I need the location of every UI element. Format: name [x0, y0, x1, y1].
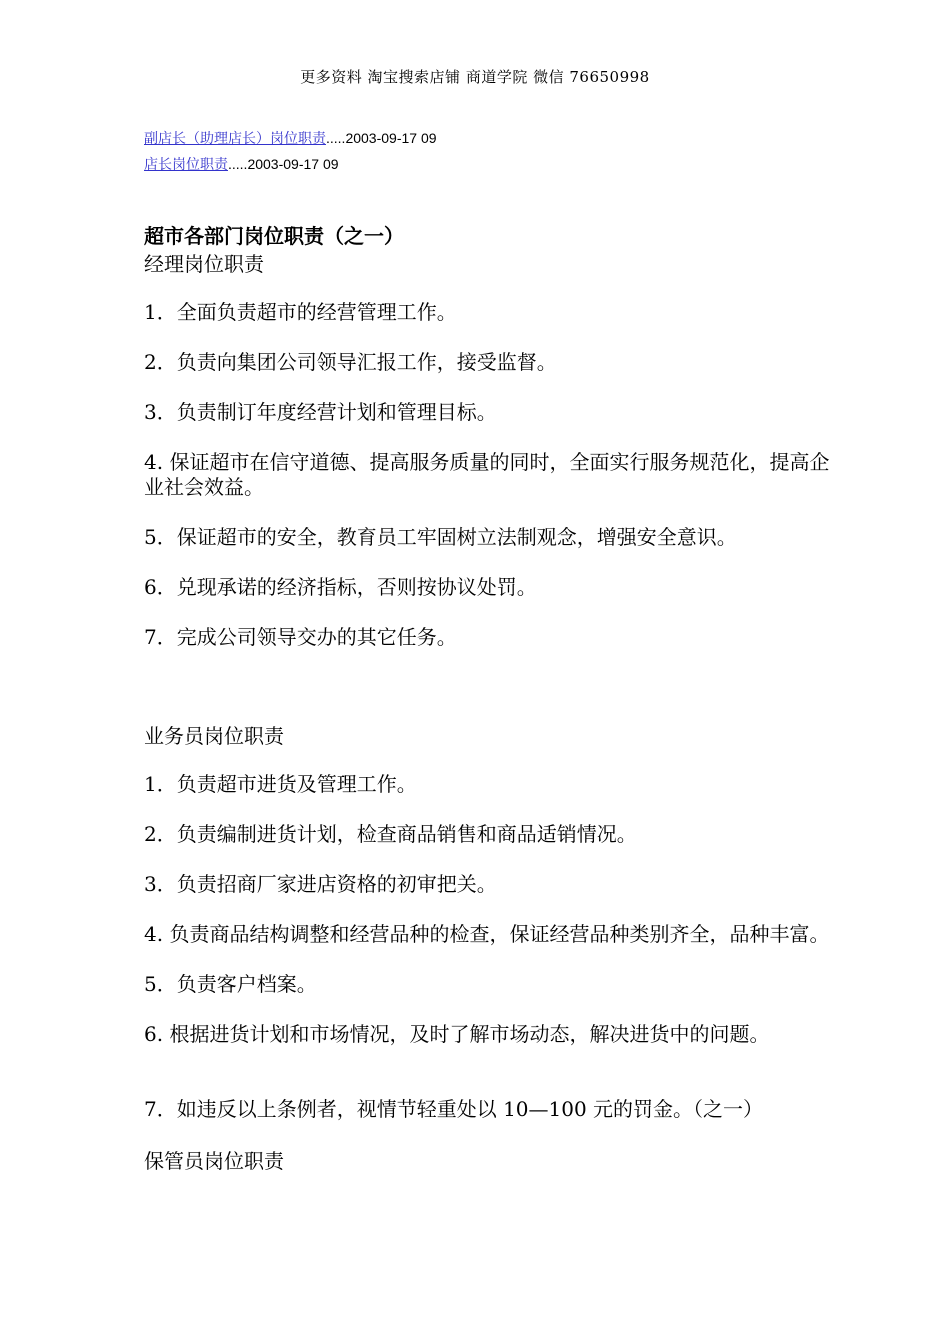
link-row: [144, 152, 437, 178]
list-item: 7．如违反以上条例者，视情节轻重处以 10—100 元的罚金。（之一）: [144, 1097, 764, 1121]
section-heading-keeper: 保管员岗位职责: [144, 1149, 284, 1173]
section-heading-salesperson: 业务员岗位职责: [144, 724, 284, 748]
page-header: 更多资料 淘宝搜索店铺 商道学院 微信 76650998: [300, 68, 650, 86]
list-item: 4. 负责商品结构调整和经营品种的检查，保证经营品种类别齐全，品种丰富。: [144, 922, 830, 946]
link-deputy-manager[interactable]: 副店长（助理店长）岗位职责: [144, 131, 326, 147]
link-date: .....2003-09-17 09: [326, 130, 437, 146]
list-item: 2．负责编制进货计划，检查商品销售和商品适销情况。: [144, 822, 637, 846]
list-item: 3．负责制订年度经营计划和管理目标。: [144, 400, 497, 424]
list-item: 4. 保证超市在信守道德、提高服务质量的同时，全面实行服务规范化，提高企业社会效益。: [144, 450, 830, 499]
list-item: 1．负责超市进货及管理工作。: [144, 772, 417, 796]
link-date: .....2003-09-17 09: [228, 156, 339, 172]
document-body: [144, 222, 834, 1175]
document-title: 超市各部门岗位职责（之一）: [144, 224, 404, 248]
list-item: 1．全面负责超市的经营管理工作。: [144, 300, 457, 324]
list-item: 5．负责客户档案。: [144, 972, 317, 996]
list-item: 7．完成公司领导交办的其它任务。: [144, 625, 457, 649]
list-item: 6．兑现承诺的经济指标，否则按协议处罚。: [144, 575, 537, 599]
list-item: 3．负责招商厂家进店资格的初审把关。: [144, 872, 497, 896]
list-item: 2．负责向集团公司领导汇报工作，接受监督。: [144, 350, 557, 374]
link-store-manager[interactable]: 店长岗位职责: [144, 157, 228, 173]
link-row: [144, 126, 437, 152]
related-links: [144, 126, 437, 178]
section-heading-manager: 经理岗位职责: [144, 252, 264, 276]
list-item: 6. 根据进货计划和市场情况，及时了解市场动态，解决进货中的问题。: [144, 1022, 770, 1046]
list-item: 5．保证超市的安全，教育员工牢固树立法制观念，增强安全意识。: [144, 525, 737, 549]
